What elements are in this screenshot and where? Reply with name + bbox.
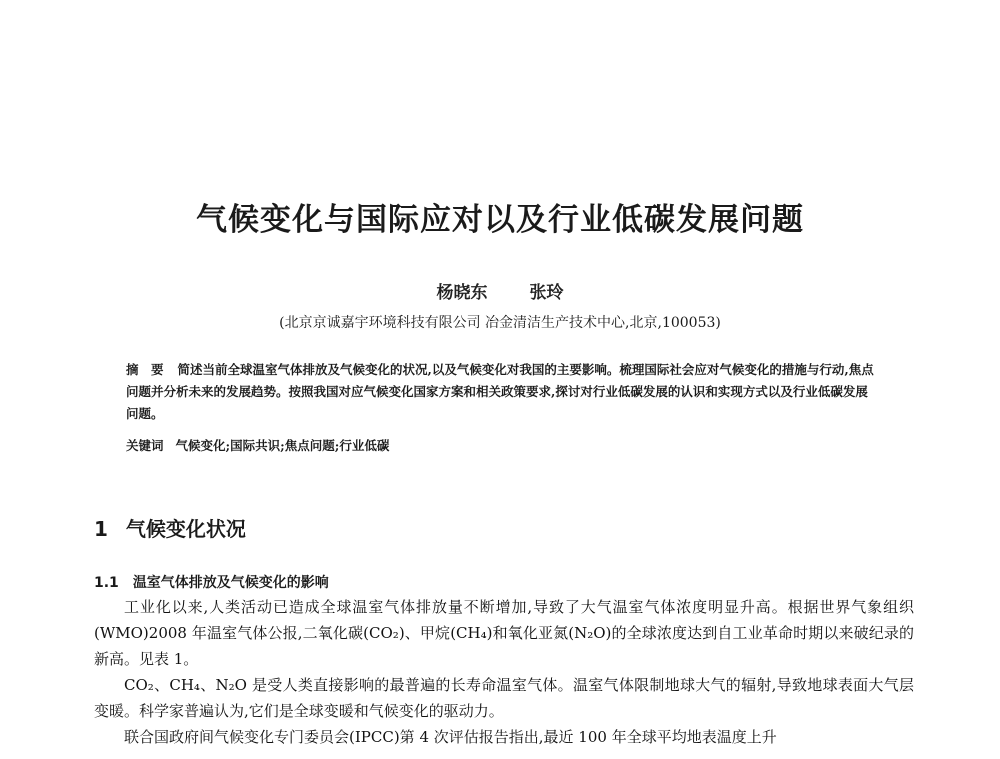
paragraph: 工业化以来,人类活动已造成全球温室气体排放量不断增加,导致了大气温室气体浓度明显升高。根据世界气象组织(WMO)2008 年温室气体公报,二氧化碳(CO₂)、甲烷(CH₄)和氧化亚氮(N₂O)的全球浓度达到自工业革命时期以来破纪录的新高。见表 1。 (94, 598, 914, 668)
author-list (0, 278, 1000, 303)
author-name: 杨晓东 (436, 283, 488, 303)
paragraph: 联合国政府间气候变化专门委员会(IPCC)第 4 次评估报告指出,最近 100 年全球平均地表温度上升 (124, 728, 777, 746)
section-heading (94, 513, 246, 542)
keywords-text: 气候变化;国际共识;焦点问题;行业低碳 (175, 438, 390, 453)
abstract (126, 359, 876, 425)
section-number: 1 (94, 517, 108, 541)
keywords (126, 436, 876, 454)
abstract-text: 简述当前全球温室气体排放及气候变化的状况,以及气候变化对我国的主要影响。梳理国际社会应对气候变化的措施与行动,焦点问题并分析未来的发展趋势。按照我国对应气候变化国家方案和相关政策要求,探讨对行业低碳发展的认识和实现方式以及行业低碳发展问题。 (126, 362, 874, 421)
subsection-number: 1.1 (94, 575, 119, 591)
author-name: 张玲 (529, 283, 564, 303)
keywords-label: 关键词 (126, 438, 164, 453)
abstract-label: 摘 要 (126, 362, 164, 377)
body-text (94, 594, 914, 750)
paragraph: CO₂、CH₄、N₂O 是受人类直接影响的最普遍的长寿命温室气体。温室气体限制地球大气的辐射,导致地球表面大气层变暖。科学家普遍认为,它们是全球变暖和气候变化的驱动力。 (94, 676, 914, 720)
affiliation: (北京京诚嘉宇环境科技有限公司 冶金清洁生产技术中心,北京,100053) (279, 315, 721, 331)
subsection-heading (94, 572, 329, 592)
paper-title: 气候变化与国际应对以及行业低碳发展问题 (196, 202, 804, 238)
section-title: 气候变化状况 (125, 517, 246, 541)
subsection-title: 温室气体排放及气候变化的影响 (132, 575, 329, 591)
